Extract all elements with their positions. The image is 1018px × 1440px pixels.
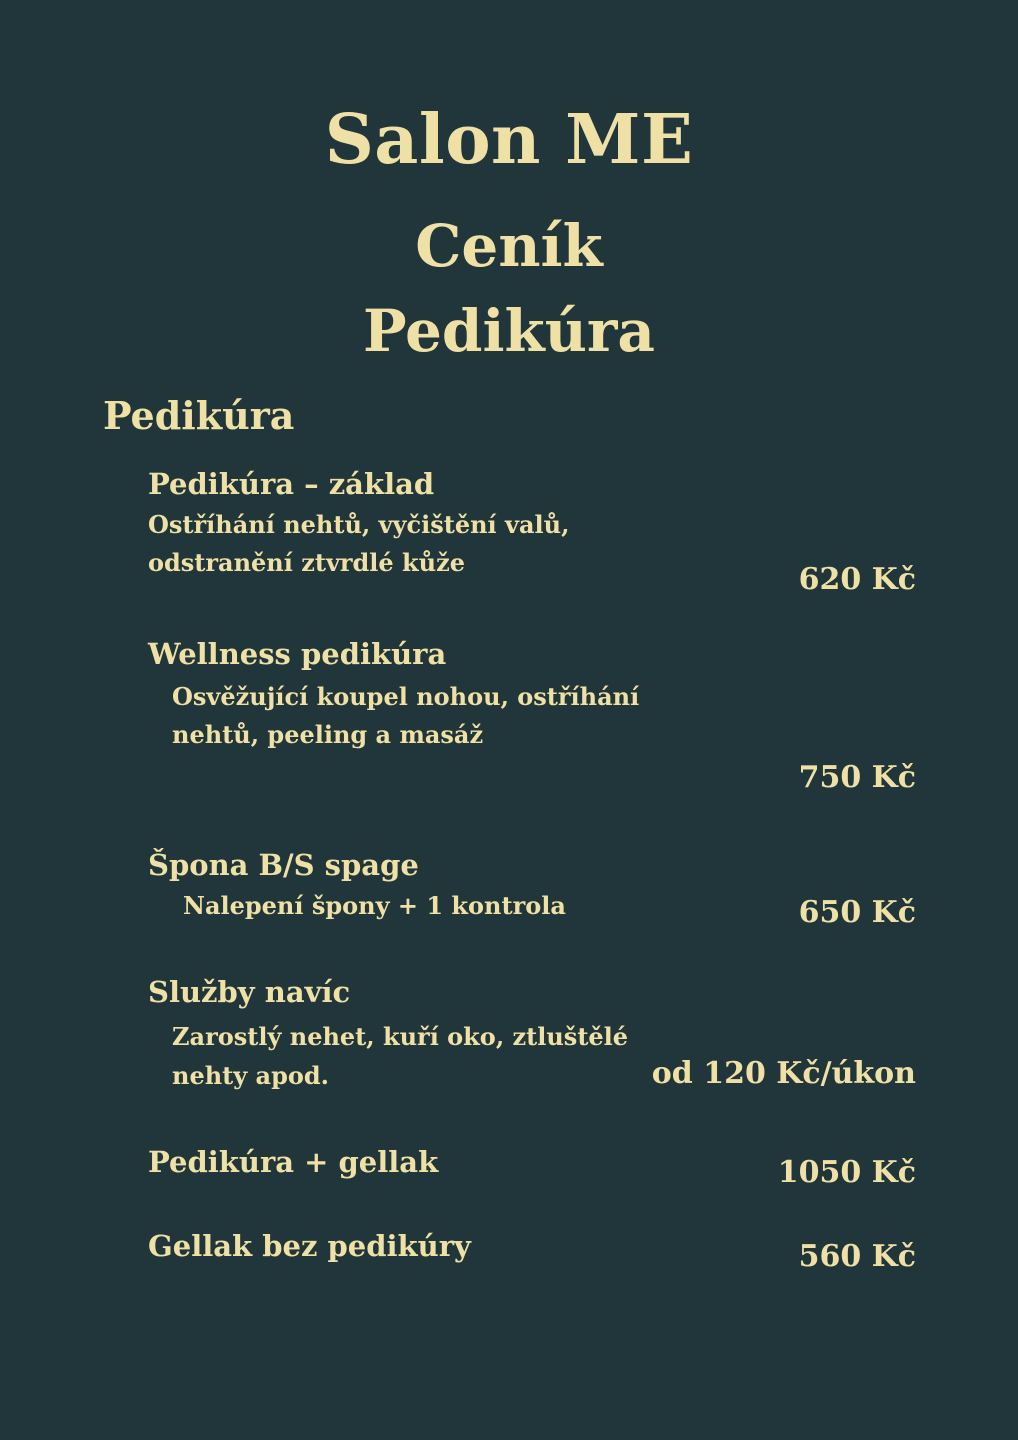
item-description-line: Osvěžující koupel nohou, ostříhání	[172, 682, 640, 711]
item-price: 620 Kč	[798, 562, 916, 597]
item-price: 560 Kč	[798, 1239, 916, 1274]
item-description-line: Nalepení špony + 1 kontrola	[183, 891, 566, 920]
item-description-line: nehtů, peeling a masáž	[172, 720, 484, 749]
item-name: Gellak bez pedikúry	[148, 1229, 471, 1263]
price-list-title: Ceník	[415, 212, 603, 280]
item-price: od 120 Kč/úkon	[651, 1056, 916, 1091]
item-description-line: odstranění ztvrdlé kůže	[148, 548, 466, 577]
item-price: 650 Kč	[798, 895, 916, 930]
item-name: Služby navíc	[148, 975, 351, 1009]
item-description-line: Zarostlý nehet, kuří oko, ztluštělé	[172, 1022, 629, 1051]
item-description-line: nehty apod.	[172, 1061, 330, 1090]
price-list-category-title: Pedikúra	[362, 297, 656, 365]
item-name: Wellness pedikúra	[148, 637, 447, 671]
item-price: 1050 Kč	[777, 1155, 916, 1190]
item-description-line: Ostříhání nehtů, vyčištění valů,	[148, 510, 570, 539]
item-name: Pedikúra – základ	[148, 467, 435, 501]
item-price: 750 Kč	[798, 760, 916, 795]
item-name: Pedikúra + gellak	[148, 1145, 439, 1179]
section-heading: Pedikúra	[103, 393, 295, 438]
salon-name: Salon ME	[324, 100, 694, 180]
item-name: Špona B/S spage	[148, 848, 419, 882]
